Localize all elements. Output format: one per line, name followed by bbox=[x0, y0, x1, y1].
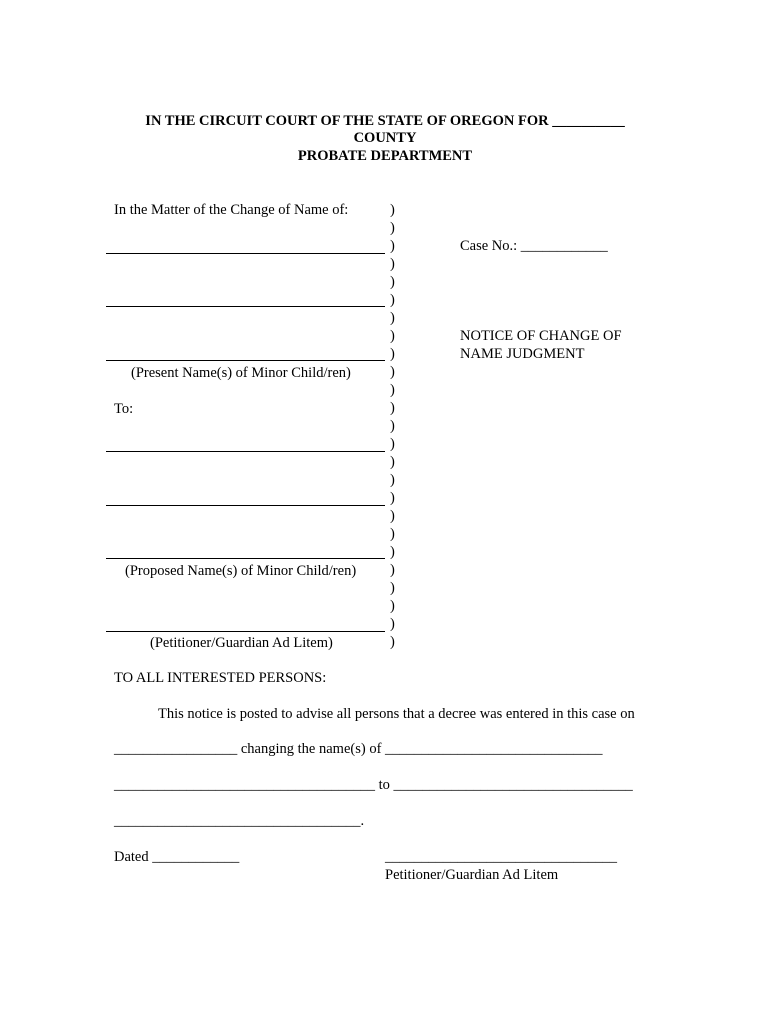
caption-paren: ) bbox=[390, 634, 395, 650]
name-line-2 bbox=[106, 306, 385, 307]
document-title-line-2: NAME JUDGMENT bbox=[460, 346, 585, 362]
caption-paren: ) bbox=[390, 346, 395, 362]
caption-paren: ) bbox=[390, 454, 395, 470]
proposed-names-label: (Proposed Name(s) of Minor Child/ren) bbox=[125, 563, 357, 579]
name-line-4 bbox=[106, 451, 385, 452]
caption-paren: ) bbox=[390, 472, 395, 488]
name-line-7 bbox=[106, 631, 385, 632]
name-line-5 bbox=[106, 505, 385, 506]
caption-paren: ) bbox=[390, 616, 395, 632]
caption-paren: ) bbox=[390, 562, 395, 578]
caption-paren: ) bbox=[390, 418, 395, 434]
caption-paren: ) bbox=[390, 310, 395, 326]
petitioner-label: (Petitioner/Guardian Ad Litem) bbox=[150, 635, 333, 651]
notice-paragraph-line-3: ____________________________________ to _________________________________ bbox=[114, 777, 633, 793]
caption-paren: ) bbox=[390, 400, 395, 416]
caption-paren: ) bbox=[390, 382, 395, 398]
caption-paren: ) bbox=[390, 508, 395, 524]
salutation: TO ALL INTERESTED PERSONS: bbox=[114, 670, 327, 686]
caption-paren: ) bbox=[390, 526, 395, 542]
caption-paren: ) bbox=[390, 202, 395, 218]
document-title-line-1: NOTICE OF CHANGE OF bbox=[460, 328, 622, 344]
caption-paren: ) bbox=[390, 238, 395, 254]
dated-field: Dated ____________ bbox=[114, 849, 240, 865]
to-label: To: bbox=[114, 401, 134, 417]
name-line-6 bbox=[106, 558, 385, 559]
court-heading: IN THE CIRCUIT COURT OF THE STATE OF OREGON FOR __________ bbox=[145, 113, 625, 129]
caption-paren: ) bbox=[390, 580, 395, 596]
name-line-3 bbox=[106, 360, 385, 361]
caption-paren: ) bbox=[390, 598, 395, 614]
present-names-label: (Present Name(s) of Minor Child/ren) bbox=[131, 365, 351, 381]
caption-paren: ) bbox=[390, 364, 395, 380]
caption-paren: ) bbox=[390, 256, 395, 272]
caption-paren: ) bbox=[390, 490, 395, 506]
name-line-1 bbox=[106, 253, 385, 254]
caption-paren: ) bbox=[390, 544, 395, 560]
caption-paren: ) bbox=[390, 274, 395, 290]
notice-paragraph-line-1: This notice is posted to advise all persons that a decree was entered in this case on bbox=[158, 706, 635, 722]
notice-paragraph-line-4: __________________________________. bbox=[114, 813, 365, 829]
signature-line: ________________________________ bbox=[385, 849, 617, 865]
notice-paragraph-line-2: _________________ changing the name(s) of ______________________________ bbox=[114, 741, 603, 757]
department-heading: PROBATE DEPARTMENT bbox=[297, 148, 473, 164]
matter-label: In the Matter of the Change of Name of: bbox=[114, 202, 349, 218]
caption-paren: ) bbox=[390, 436, 395, 452]
case-number: Case No.: ____________ bbox=[460, 238, 608, 254]
caption-paren: ) bbox=[390, 220, 395, 236]
county-heading: COUNTY bbox=[353, 130, 417, 146]
caption-paren: ) bbox=[390, 328, 395, 344]
signature-label: Petitioner/Guardian Ad Litem bbox=[385, 867, 559, 883]
caption-paren: ) bbox=[390, 292, 395, 308]
